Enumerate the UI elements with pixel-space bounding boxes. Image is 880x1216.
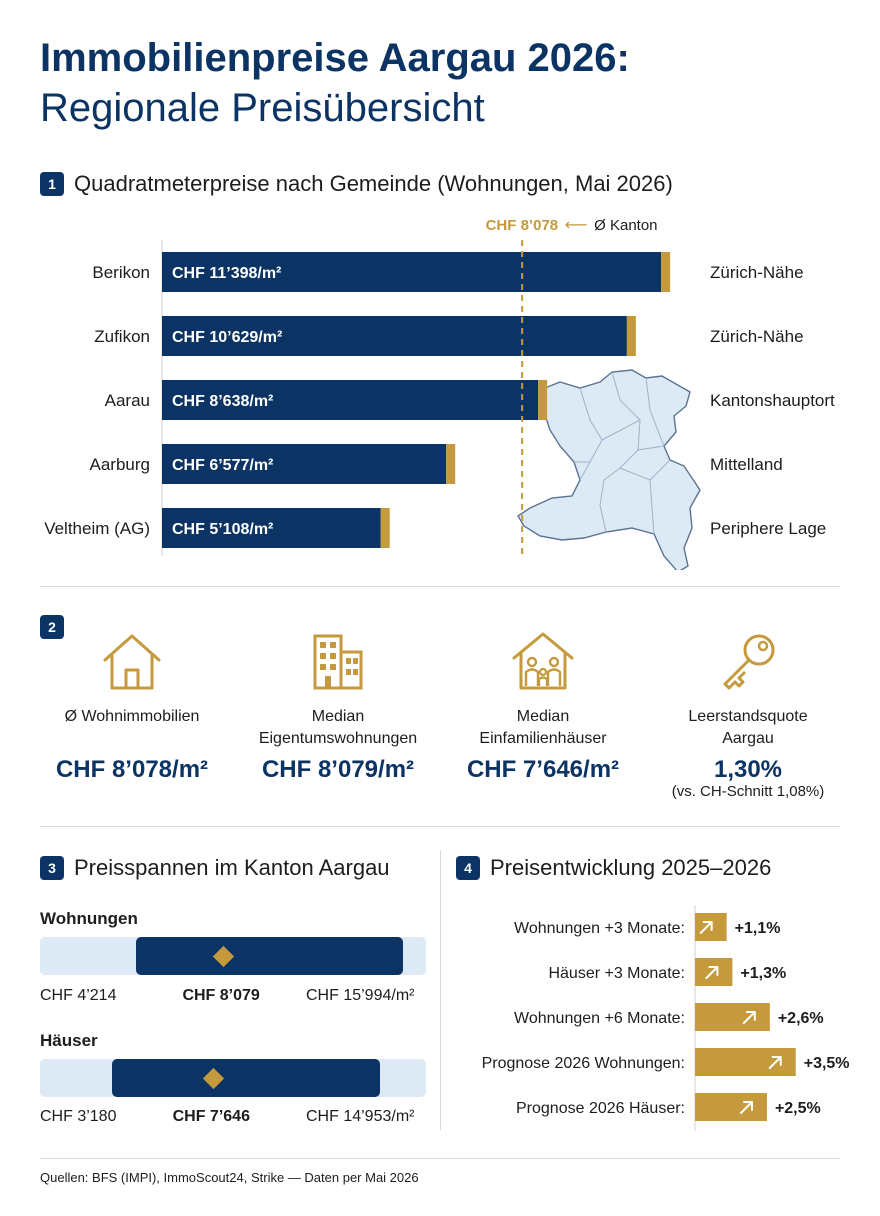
- section-number: 1: [40, 172, 64, 196]
- bar-cap: [381, 508, 390, 548]
- kpi-label: Median Eigentumswohnungen: [258, 708, 418, 747]
- kpi-label: Ø Wohnimmobilien: [64, 708, 200, 725]
- category-label: Aarburg: [89, 455, 150, 474]
- region-label: Zürich-Nähe: [710, 263, 804, 282]
- category-label: Häuser +3 Monate:: [548, 965, 685, 982]
- category-label: Aarau: [104, 391, 150, 410]
- building-icon: [305, 628, 371, 694]
- range-track: [40, 1059, 426, 1097]
- category-label: Wohnungen +3 Monate:: [514, 920, 685, 937]
- range-title: Wohnungen: [40, 909, 138, 928]
- kpi-value: CHF 8’079/m²: [261, 756, 415, 783]
- range-track: [40, 937, 426, 975]
- divider: [40, 826, 840, 827]
- value-label: CHF 8’638/m²: [172, 393, 274, 410]
- category-label: Zufikon: [94, 327, 150, 346]
- category-label: Prognose 2026 Häuser:: [516, 1100, 685, 1117]
- category-label: Wohnungen +6 Monate:: [514, 1010, 685, 1027]
- value-label: +2,6%: [777, 1010, 824, 1027]
- value-label: CHF 10’629/m²: [172, 329, 283, 346]
- value-label: CHF 11’398/m²: [172, 265, 282, 282]
- section-1-header: [40, 171, 673, 197]
- bar-cap: [627, 316, 636, 356]
- range-min-label: CHF 4’214: [40, 987, 117, 1004]
- range-median-label: CHF 8’079: [182, 987, 260, 1004]
- section-title: Preisspannen im Kanton Aargau: [74, 855, 390, 880]
- average-value-label: CHF 8’078: [485, 217, 559, 234]
- key-icon: [715, 628, 781, 694]
- kpi-median-apartments: [238, 628, 438, 808]
- range-min-label: CHF 3’180: [40, 1108, 117, 1125]
- bar-cap: [446, 444, 455, 484]
- section-number: 2: [40, 615, 64, 639]
- section-4-header: [456, 855, 771, 881]
- average-arrow: ⟵: [564, 215, 588, 234]
- value-label: +2,5%: [774, 1100, 821, 1117]
- value-label: CHF 5’108/m²: [172, 521, 274, 538]
- category-label: Veltheim (AG): [44, 519, 150, 538]
- house-icon: [99, 628, 165, 694]
- bar-cap: [538, 380, 547, 420]
- bar-cap: [661, 252, 670, 292]
- value-label: +3,5%: [803, 1055, 850, 1072]
- category-label: Berikon: [92, 263, 150, 282]
- section-title: Preisentwicklung 2025–2026: [490, 855, 772, 880]
- family-house-icon: [510, 628, 576, 694]
- source-note: Quellen: BFS (IMPI), ImmoScout24, Strike — Daten per Mai 2026: [40, 1170, 419, 1185]
- range-max-label: CHF 15’994/m²: [306, 987, 415, 1004]
- kpi-label: Leerstandsquote Aargau: [688, 708, 808, 747]
- kpi-value: CHF 8’078/m²: [55, 756, 209, 783]
- section-number: 4: [456, 856, 480, 880]
- kpi-value: 1,30%: [713, 756, 783, 783]
- divider: [40, 586, 840, 587]
- kpi-label: Median Einfamilienhäuser: [479, 708, 607, 747]
- value-label: CHF 6’577/m²: [172, 457, 274, 474]
- region-label: Kantonshauptort: [710, 391, 835, 410]
- range-median-label: CHF 7’646: [172, 1108, 250, 1125]
- kpi-median-houses: [443, 628, 643, 808]
- section-3-header: [40, 855, 390, 881]
- category-label: Prognose 2026 Wohnungen:: [481, 1055, 685, 1072]
- average-suffix-label: Ø Kanton: [594, 217, 658, 234]
- kpi-value: CHF 7’646/m²: [466, 756, 620, 783]
- kpi-avg-residential: [32, 628, 232, 808]
- value-label: +1,1%: [734, 920, 781, 937]
- range-fill: [136, 937, 403, 975]
- section-number: 3: [40, 856, 64, 880]
- region-label: Zürich-Nähe: [710, 327, 804, 346]
- divider: [40, 1158, 840, 1159]
- page-title: Immobilienpreise Aargau 2026:: [40, 36, 630, 80]
- page-subtitle: Regionale Preisübersicht: [40, 86, 485, 130]
- range-title: Häuser: [40, 1031, 98, 1050]
- range-fill: [112, 1059, 379, 1097]
- section-title: Quadratmeterpreise nach Gemeinde (Wohnungen, Mai 2026): [74, 171, 673, 196]
- kpi-vacancy-rate: [648, 628, 848, 808]
- kpi-note: (vs. CH-Schnitt 1,08%): [671, 783, 825, 800]
- price-development-chart: [440, 895, 870, 1140]
- region-label: Periphere Lage: [710, 519, 827, 538]
- municipality-price-chart: [0, 200, 880, 570]
- bar: [695, 1093, 767, 1121]
- bar: [695, 1003, 770, 1031]
- value-label: +1,3%: [740, 965, 787, 982]
- range-max-label: CHF 14’953/m²: [306, 1108, 415, 1125]
- region-label: Mittelland: [710, 455, 783, 474]
